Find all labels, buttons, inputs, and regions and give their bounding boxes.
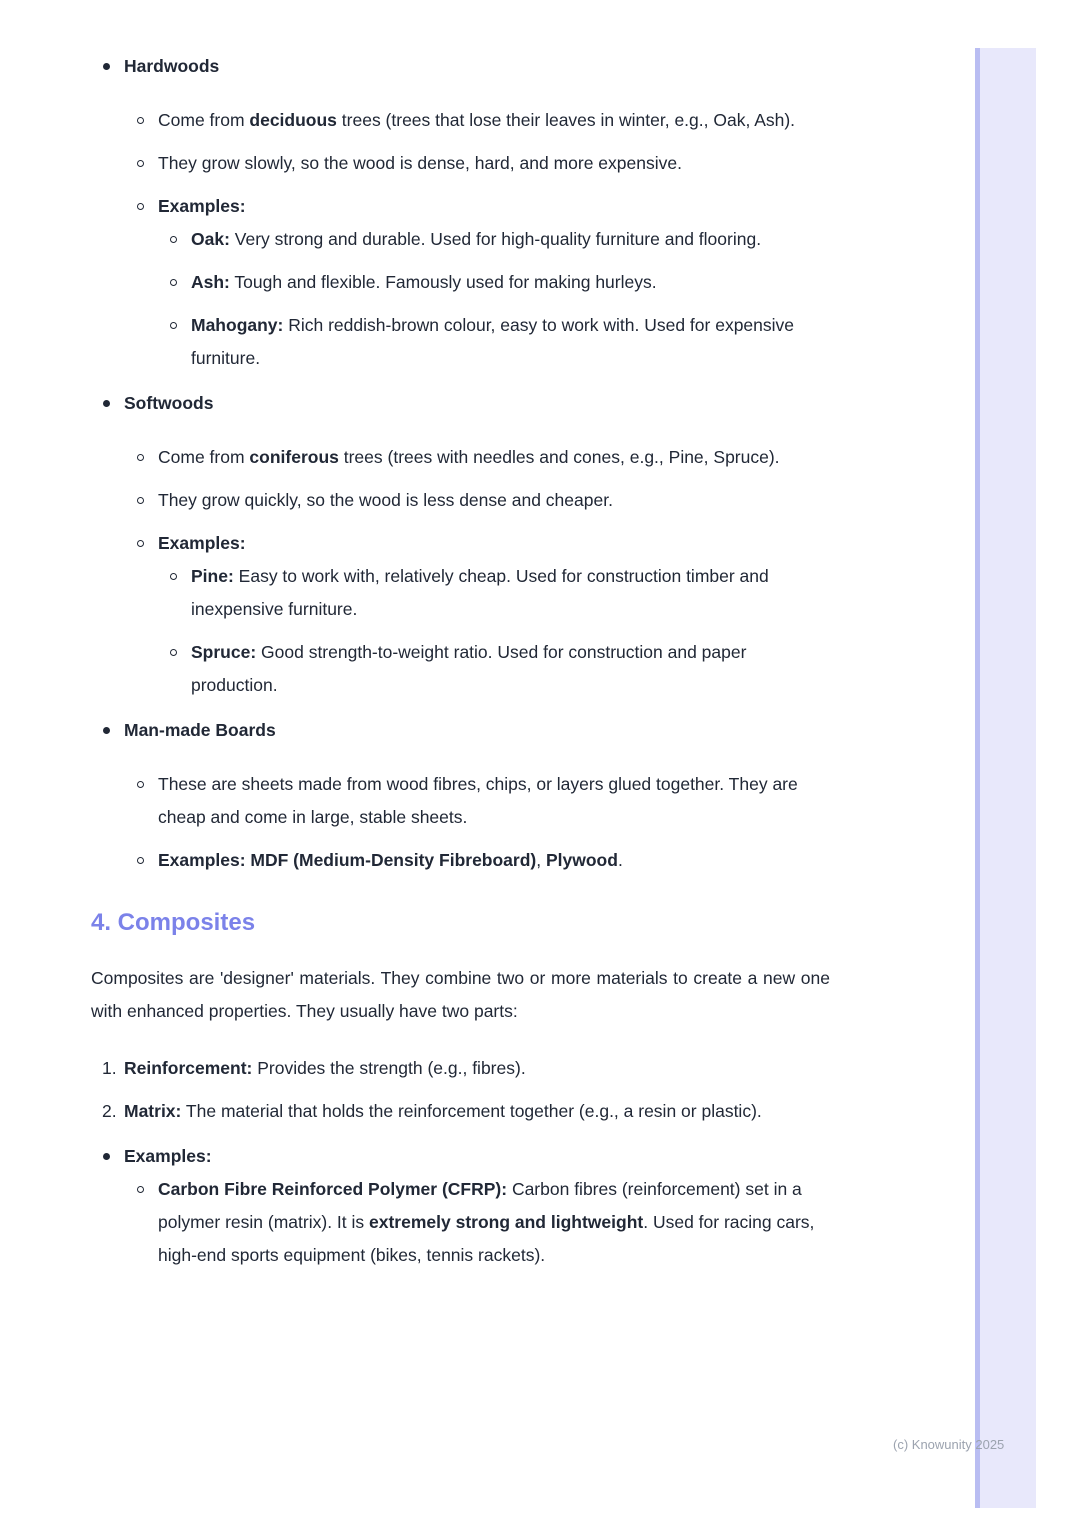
decorative-side-bar xyxy=(975,48,1036,1508)
text-segment: Tough and flexible. Famously used for making hurleys. xyxy=(229,272,657,292)
item-number: 2. xyxy=(102,1101,117,1121)
bold-text-segment: Spruce: xyxy=(191,642,257,662)
bullet-marker-column xyxy=(135,190,158,223)
text-segment: Rich reddish-brown colour, easy to work with. Used for expensive furniture. xyxy=(191,315,795,368)
list-item-text xyxy=(158,527,830,560)
bullet-circle-marker xyxy=(137,540,144,547)
bullet-marker-column xyxy=(168,309,191,375)
list-item-text xyxy=(124,50,830,83)
bullet-marker-column xyxy=(135,104,158,137)
text-segment: trees (trees that lose their leaves in winter, e.g., Oak, Ash). xyxy=(336,110,796,130)
bullet-circle-marker xyxy=(170,236,177,243)
bullet-marker-column xyxy=(101,387,124,420)
list-item-text xyxy=(191,309,830,375)
bullet-marker-column xyxy=(135,527,158,560)
list-item xyxy=(101,714,830,747)
list-item-text xyxy=(124,387,830,420)
bullet-circle-marker xyxy=(137,203,144,210)
list-item-text xyxy=(191,266,830,299)
list-item-text xyxy=(191,223,830,256)
list-item-text xyxy=(124,1140,830,1173)
bold-text-segment: Examples: MDF (Medium-Density Fibreboard) xyxy=(158,850,537,870)
bullet-circle-marker xyxy=(137,1186,144,1193)
text-segment: Composites are 'designer' materials. They combine two or more materials to create a new one with enhanced properties. They usually have two parts: xyxy=(91,968,830,1021)
bullet-marker-column xyxy=(135,844,158,877)
bold-text-segment: Ash: xyxy=(191,272,230,292)
bullet-list xyxy=(91,50,830,877)
bold-text-segment: Examples: xyxy=(158,533,246,553)
numbered-item xyxy=(102,1095,830,1128)
bold-text-segment: Examples: xyxy=(158,196,246,216)
bullet-circle-marker xyxy=(170,279,177,286)
list-item xyxy=(135,1173,830,1272)
list-item xyxy=(135,441,830,474)
bullet-circle-marker xyxy=(137,160,144,167)
bold-text-segment: Examples: xyxy=(124,1146,212,1166)
text-segment: Very strong and durable. Used for high-quality furniture and flooring. xyxy=(229,229,762,249)
text-segment: Good strength-to-weight ratio. Used for construction and paper production. xyxy=(191,642,747,695)
bold-text-segment: Man-made Boards xyxy=(124,720,276,740)
item-number: 1. xyxy=(102,1058,117,1078)
bold-text-segment: deciduous xyxy=(249,110,337,130)
list-item xyxy=(135,104,830,137)
watermark: (c) Knowunity 2025 xyxy=(893,1437,1005,1452)
list-item xyxy=(101,50,830,83)
bullet-marker-column xyxy=(135,441,158,474)
list-item xyxy=(135,190,830,223)
list-item xyxy=(135,484,830,517)
list-item xyxy=(135,768,830,834)
bullet-disc-marker xyxy=(103,727,110,734)
bullet-circle-marker xyxy=(137,497,144,504)
bullet-marker-column xyxy=(168,560,191,626)
list-item xyxy=(168,560,830,626)
bold-text-segment: Reinforcement: xyxy=(124,1058,253,1078)
bullet-disc-marker xyxy=(103,63,110,70)
bullet-marker-column xyxy=(101,50,124,83)
list-item-text xyxy=(158,190,830,223)
list-item-text xyxy=(158,484,830,517)
list-item-text xyxy=(158,768,830,834)
section-heading: 4. Composites xyxy=(91,909,256,936)
bold-text-segment: Carbon Fibre Reinforced Polymer (CFRP): xyxy=(158,1179,508,1199)
list-item xyxy=(168,266,830,299)
text-segment: The material that holds the reinforcement together (e.g., a resin or plastic). xyxy=(181,1101,762,1121)
text-segment: Come from xyxy=(158,110,250,130)
list-item-text xyxy=(191,560,830,626)
list-item xyxy=(135,527,830,560)
bold-text-segment: Softwoods xyxy=(124,393,214,413)
bold-text-segment: Matrix: xyxy=(124,1101,182,1121)
list-item-text xyxy=(158,844,830,877)
bold-text-segment: Hardwoods xyxy=(124,56,220,76)
bold-text-segment: Mahogany: xyxy=(191,315,284,335)
numbered-item-text xyxy=(124,1052,830,1085)
bullet-circle-marker xyxy=(170,649,177,656)
list-item xyxy=(168,223,830,256)
text-segment: These are sheets made from wood fibres, chips, or layers glued together. They are cheap and come in large, stable sheets. xyxy=(158,774,798,827)
text-segment: Carbon fibres (reinforcement) set in a polymer resin (matrix). It is xyxy=(158,1179,802,1232)
bullet-disc-marker xyxy=(103,400,110,407)
bullet-marker-column xyxy=(168,266,191,299)
bold-text-segment: coniferous xyxy=(249,447,339,467)
numbered-item xyxy=(102,1052,830,1085)
bullet-circle-marker xyxy=(170,322,177,329)
bullet-marker-column xyxy=(168,636,191,702)
list-item-text xyxy=(158,441,830,474)
list-item-text xyxy=(158,1173,830,1272)
list-item-text xyxy=(124,714,830,747)
list-item xyxy=(101,1140,830,1173)
bullet-circle-marker xyxy=(137,857,144,864)
list-item xyxy=(135,844,830,877)
bullet-circle-marker xyxy=(137,781,144,788)
bold-text-segment: extremely strong and lightweight xyxy=(369,1212,644,1232)
text-segment: They grow quickly, so the wood is less dense and cheaper. xyxy=(158,490,613,510)
bold-text-segment: Plywood xyxy=(545,850,618,870)
list-item-text xyxy=(191,636,830,702)
bullet-disc-marker xyxy=(103,1153,110,1160)
text-segment: They grow slowly, so the wood is dense, hard, and more expensive. xyxy=(158,153,682,173)
bullet-circle-marker xyxy=(137,117,144,124)
text-segment: Come from xyxy=(158,447,250,467)
list-item xyxy=(101,387,830,420)
list-item-text xyxy=(158,147,830,180)
bold-text-segment: Pine: xyxy=(191,566,234,586)
intro-paragraph xyxy=(91,962,830,1028)
text-segment: trees (trees with needles and cones, e.g., Pine, Spruce). xyxy=(338,447,780,467)
text-segment: Easy to work with, relatively cheap. Used for construction timber and inexpensive furniture. xyxy=(191,566,769,619)
bullet-marker-column xyxy=(135,768,158,834)
list-item xyxy=(135,147,830,180)
bullet-marker-column xyxy=(168,223,191,256)
list-item xyxy=(168,636,830,702)
bullet-marker-column xyxy=(135,484,158,517)
list-item xyxy=(168,309,830,375)
bullet-circle-marker xyxy=(170,573,177,580)
text-segment: Provides the strength (e.g., fibres). xyxy=(252,1058,526,1078)
numbered-item-text xyxy=(124,1095,830,1128)
text-segment: . xyxy=(617,850,623,870)
bullet-marker-column xyxy=(101,1140,124,1173)
numbered-list xyxy=(91,1052,830,1128)
text-segment: , xyxy=(536,850,546,870)
bullet-marker-column xyxy=(135,1173,158,1272)
bullet-list xyxy=(91,1140,830,1272)
bullet-circle-marker xyxy=(137,454,144,461)
bold-text-segment: Oak: xyxy=(191,229,230,249)
bullet-marker-column xyxy=(101,714,124,747)
text-segment: . Used for racing cars, high-end sports equipment (bikes, tennis rackets). xyxy=(158,1212,815,1265)
list-item-text xyxy=(158,104,830,137)
bullet-marker-column xyxy=(135,147,158,180)
